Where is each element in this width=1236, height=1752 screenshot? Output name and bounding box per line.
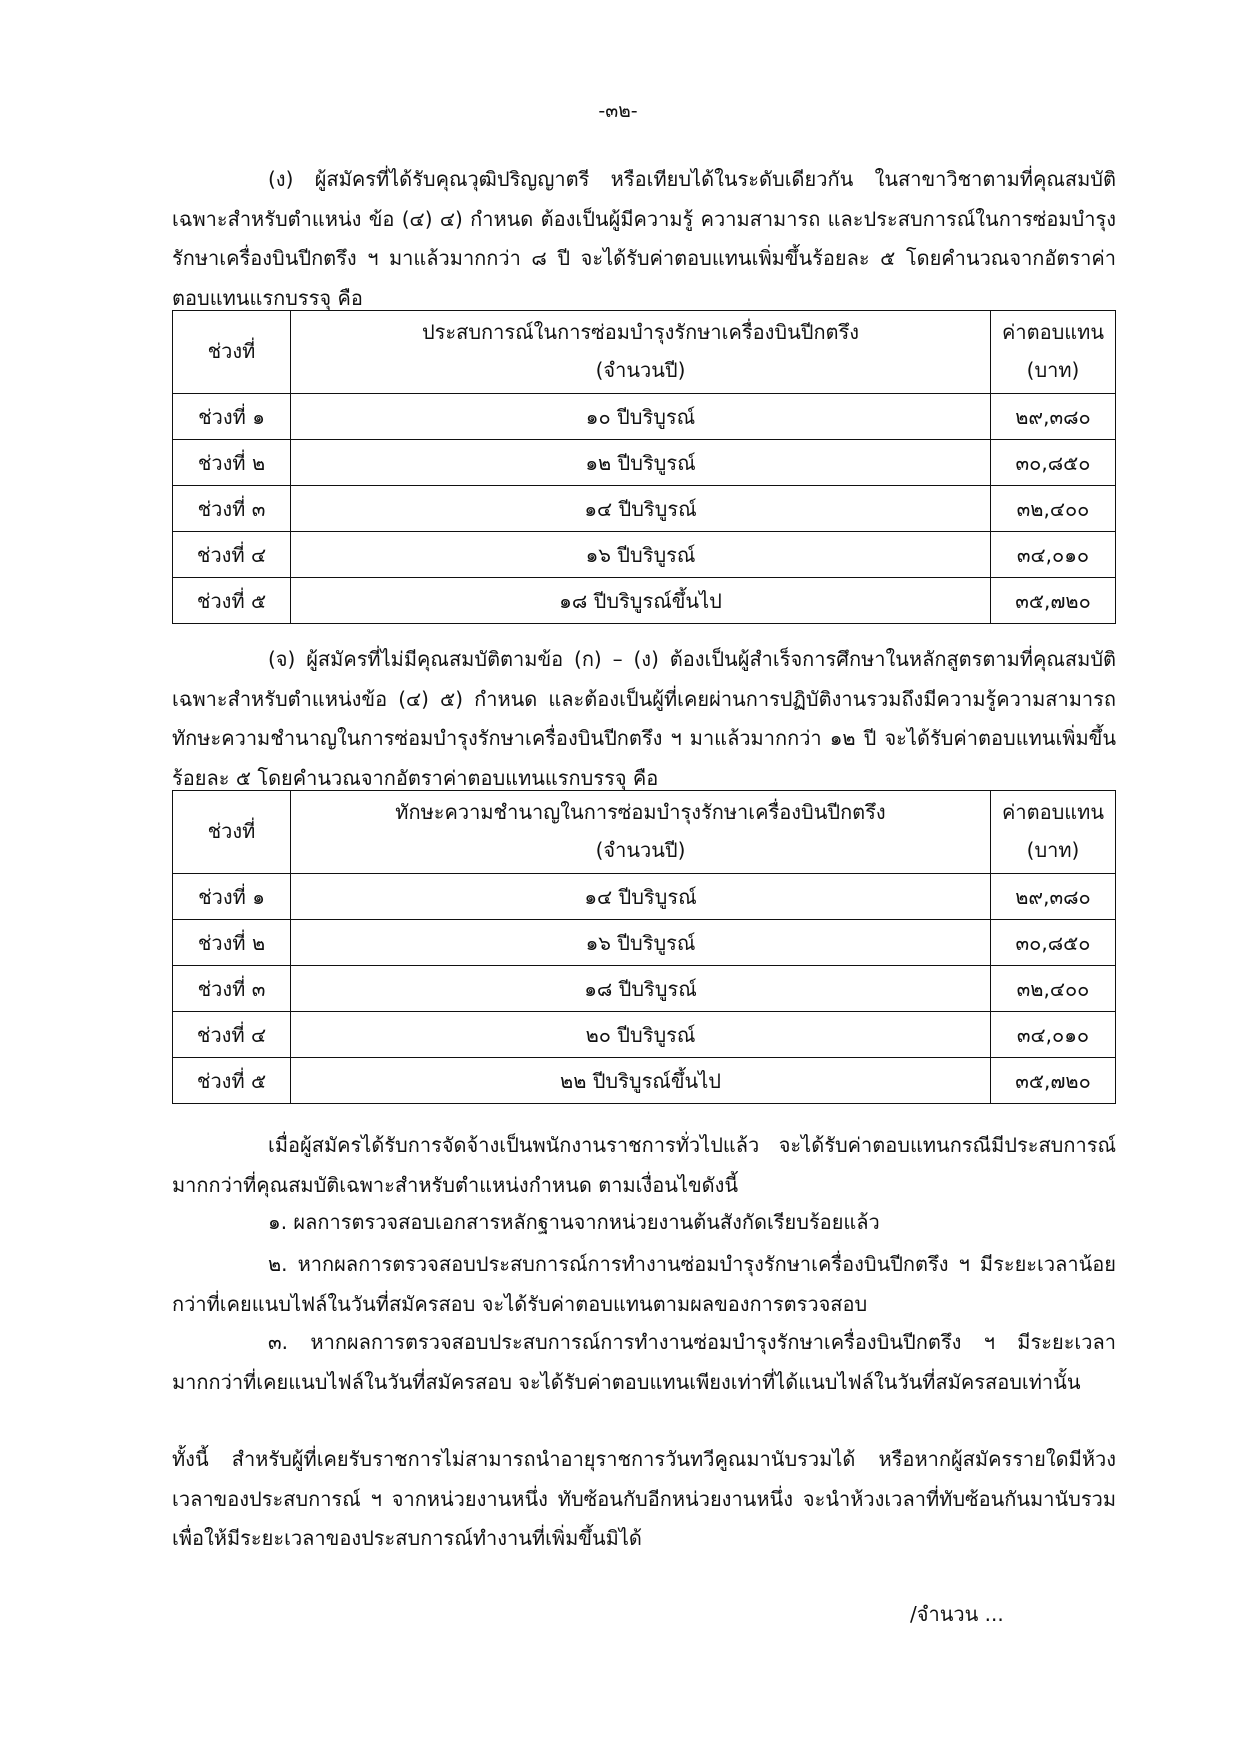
table-row bbox=[173, 920, 1116, 966]
table-row bbox=[173, 532, 1116, 578]
header-experience bbox=[291, 311, 991, 394]
cell-pay: ๓๕,๗๒๐ bbox=[991, 578, 1116, 624]
cell-pay: ๓๐,๘๕๐ bbox=[991, 920, 1116, 966]
cell-years: ๑๖ ปีบริบูรณ์ bbox=[291, 920, 991, 966]
cell-period: ช่วงที่ ๒ bbox=[173, 440, 291, 486]
condition-item-1: ๑. ผลการตรวจสอบเอกสารหลักฐานจากหน่วยงานต้นสังกัดเรียบร้อยแล้ว bbox=[268, 1210, 880, 1234]
header-pay bbox=[991, 311, 1116, 394]
table-row bbox=[173, 1058, 1116, 1104]
header-experience-title: ประสบการณ์ในการซ่อมบำรุงรักษาเครื่องบินปีกตรึง bbox=[421, 320, 860, 344]
cell-period: ช่วงที่ ๑ bbox=[173, 394, 291, 440]
header-experience-unit: (จำนวนปี) bbox=[595, 358, 686, 382]
table-experience-degree bbox=[172, 310, 1116, 624]
table-row bbox=[173, 874, 1116, 920]
cell-pay: ๓๔,๐๑๐ bbox=[991, 1012, 1116, 1058]
cell-pay: ๓๔,๐๑๐ bbox=[991, 532, 1116, 578]
cell-years: ๑๘ ปีบริบูรณ์ขึ้นไป bbox=[291, 578, 991, 624]
cell-period: ช่วงที่ ๓ bbox=[173, 966, 291, 1012]
header-experience-title: ทักษะความชำนาญในการซ่อมบำรุงรักษาเครื่องบินปีกตรึง bbox=[395, 800, 886, 824]
header-pay-unit: (บาท) bbox=[1026, 838, 1080, 862]
cell-years: ๑๘ ปีบริบูรณ์ bbox=[291, 966, 991, 1012]
table-header-row bbox=[173, 791, 1116, 874]
table-skill-other bbox=[172, 790, 1116, 1104]
header-pay-title: ค่าตอบแทน bbox=[1001, 320, 1105, 344]
cell-years: ๑๐ ปีบริบูรณ์ bbox=[291, 394, 991, 440]
cell-pay: ๒๙,๓๘๐ bbox=[991, 874, 1116, 920]
header-experience bbox=[291, 791, 991, 874]
cell-period: ช่วงที่ ๕ bbox=[173, 1058, 291, 1104]
table-row bbox=[173, 486, 1116, 532]
cell-years: ๑๔ ปีบริบูรณ์ bbox=[291, 486, 991, 532]
cell-period: ช่วงที่ ๑ bbox=[173, 874, 291, 920]
cell-period: ช่วงที่ ๒ bbox=[173, 920, 291, 966]
cell-years: ๑๔ ปีบริบูรณ์ bbox=[291, 874, 991, 920]
section-e-paragraph: (จ) ผู้สมัครที่ไม่มีคุณสมบัติตามข้อ (ก) – (ง) ต้องเป็นผู้สำเร็จการศึกษาในหลักสูตรตามที่คุณสมบัติเฉพาะสำหรับตำแหน่งข้อ (๔) ๕) กำหนด และต้องเป็นผู้ที่เคยผ่านการปฏิบัติงานรวมถึงมีความรู้ความสามารถ ทักษะความชำนาญในการซ่อมบำรุงรักษาเครื่องบินปีกตรึง ฯ มาแล้วมากกว่า ๑๒ ปี จะได้รับค่าตอบแทนเพิ่มขึ้นร้อยละ ๕ โดยคำนวณจากอัตราค่าตอบแทนแรกบรรจุ คือ bbox=[172, 647, 1116, 790]
table-row bbox=[173, 578, 1116, 624]
table-row bbox=[173, 394, 1116, 440]
condition-item-2: ๒. หากผลการตรวจสอบประสบการณ์การทำงานซ่อมบำรุงรักษาเครื่องบินปีกตรึง ฯ มีระยะเวลาน้อยกว่าที่เคยแนบไฟล์ในวันที่สมัครสอบ จะได้รับค่าตอบแทนตามผลของการตรวจสอบ bbox=[172, 1252, 1116, 1316]
continuation-marker: /จำนวน ... bbox=[910, 1602, 1004, 1626]
cell-pay: ๓๕,๗๒๐ bbox=[991, 1058, 1116, 1104]
table-row bbox=[173, 966, 1116, 1012]
page-number: -๓๒- bbox=[598, 100, 638, 122]
cell-years: ๒๒ ปีบริบูรณ์ขึ้นไป bbox=[291, 1058, 991, 1104]
cell-period: ช่วงที่ ๔ bbox=[173, 1012, 291, 1058]
table-row bbox=[173, 440, 1116, 486]
cell-years: ๑๖ ปีบริบูรณ์ bbox=[291, 532, 991, 578]
cell-period: ช่วงที่ ๓ bbox=[173, 486, 291, 532]
header-period: ช่วงที่ bbox=[173, 311, 291, 394]
header-experience-unit: (จำนวนปี) bbox=[595, 838, 686, 862]
conditions-note: ทั้งนี้ สำหรับผู้ที่เคยรับราชการไม่สามารถนำอายุราชการวันทวีคูณมานับรวมได้ หรือหากผู้สมัครรายใดมีห้วงเวลาของประสบการณ์ ฯ จากหน่วยงานหนึ่ง ทับซ้อนกับอีกหน่วยงานหนึ่ง จะนำห้วงเวลาที่ทับซ้อนกันมานับรวมเพื่อให้มีระยะเวลาของประสบการณ์ทำงานที่เพิ่มขึ้นมิได้ bbox=[172, 1447, 1116, 1550]
cell-pay: ๓๒,๔๐๐ bbox=[991, 486, 1116, 532]
cell-period: ช่วงที่ ๔ bbox=[173, 532, 291, 578]
cell-pay: ๓๒,๔๐๐ bbox=[991, 966, 1116, 1012]
header-pay-title: ค่าตอบแทน bbox=[1001, 800, 1105, 824]
cell-pay: ๒๙,๓๘๐ bbox=[991, 394, 1116, 440]
cell-years: ๑๒ ปีบริบูรณ์ bbox=[291, 440, 991, 486]
conditions-intro: เมื่อผู้สมัครได้รับการจัดจ้างเป็นพนักงานราชการทั่วไปแล้ว จะได้รับค่าตอบแทนกรณีมีประสบการณ์มากกว่าที่คุณสมบัติเฉพาะสำหรับตำแหน่งกำหนด ตามเงื่อนไขดังนี้ bbox=[172, 1133, 1116, 1197]
header-pay-unit: (บาท) bbox=[1026, 358, 1080, 382]
cell-period: ช่วงที่ ๕ bbox=[173, 578, 291, 624]
cell-years: ๒๐ ปีบริบูรณ์ bbox=[291, 1012, 991, 1058]
cell-pay: ๓๐,๘๕๐ bbox=[991, 440, 1116, 486]
header-period: ช่วงที่ bbox=[173, 791, 291, 874]
table-header-row bbox=[173, 311, 1116, 394]
header-pay bbox=[991, 791, 1116, 874]
section-d-paragraph: (ง) ผู้สมัครที่ได้รับคุณวุฒิปริญญาตรี หรือเทียบได้ในระดับเดียวกัน ในสาขาวิชาตามที่คุณสมบัติเฉพาะสำหรับตำแหน่ง ข้อ (๔) ๔) กำหนด ต้องเป็นผู้มีความรู้ ความสามารถ และประสบการณ์ในการซ่อมบำรุงรักษาเครื่องบินปีกตรึง ฯ มาแล้วมากกว่า ๘ ปี จะได้รับค่าตอบแทนเพิ่มขึ้นร้อยละ ๕ โดยคำนวณจากอัตราค่าตอบแทนแรกบรรจุ คือ bbox=[172, 167, 1116, 310]
condition-item-3: ๓. หากผลการตรวจสอบประสบการณ์การทำงานซ่อมบำรุงรักษาเครื่องบินปีกตรึง ฯ มีระยะเวลามากกว่าที่เคยแนบไฟล์ในวันที่สมัครสอบ จะได้รับค่าตอบแทนเพียงเท่าที่ได้แนบไฟล์ในวันที่สมัครสอบเท่านั้น bbox=[172, 1330, 1116, 1394]
table-row bbox=[173, 1012, 1116, 1058]
